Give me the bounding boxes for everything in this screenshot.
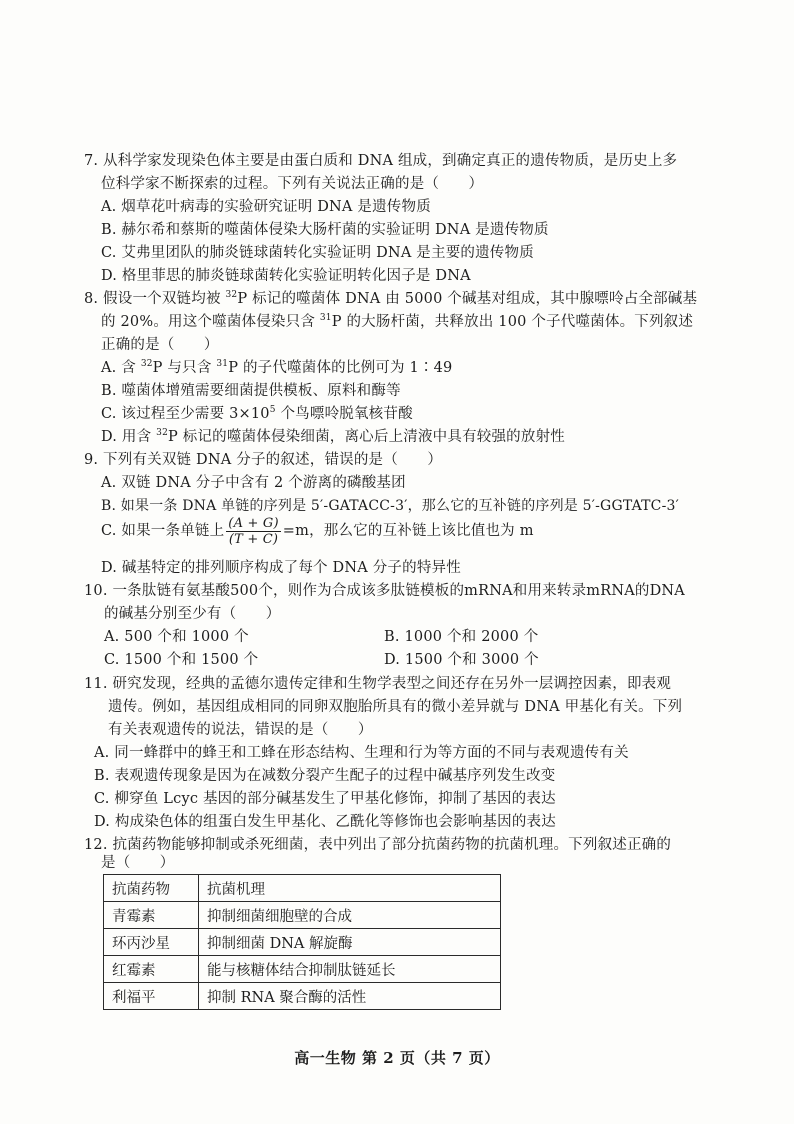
q9-fraction: $\frac{(A + G)}{(T + C)}$ xyxy=(228,515,279,547)
table-header-row xyxy=(104,875,501,902)
q7-option-d: D. 格里菲思的肺炎链球菌转化实验证明转化因子是 DNA xyxy=(101,268,471,284)
q9-stem: 9. 下列有关双链 DNA 分子的叙述，错误的是（ ） xyxy=(84,452,443,468)
q10-option-c: C. 1500 个和 1500 个 xyxy=(104,652,259,668)
q8-stem-line-3: 正确的是（ ） xyxy=(101,337,219,353)
q7-stem-line-1: 7. 从科学家发现染色体主要是由蛋白质和 DNA 组成，到确定真正的遗传物质，是历史上多 xyxy=(84,153,678,169)
q7-stem-line-2: 位科学家不断探索的过程。下列有关说法正确的是（ ） xyxy=(101,176,484,192)
q8-option-c: C. 该过程至少需要 $3\times 10^5$ 个鸟嘌呤脱氧核苷酸 xyxy=(101,405,413,422)
q11-option-b: B. 表观遗传现象是因为在减数分裂产生配子的过程中碱基序列发生改变 xyxy=(94,768,556,784)
q8-stem-line-1: 8. 假设一个双链均被 $^{32}$P 标记的噬菌体 DNA 由 5000 个碱基对组成，其中腺嘌呤占全部碱基 xyxy=(84,290,698,307)
q8-option-a: A. 含 $^{32}$P 与只含 $^{31}$P 的子代噬菌体的比例可为 1∶49 xyxy=(101,359,453,376)
q9-option-d: D. 碱基特定的排列顺序构成了每个 DNA 分子的特异性 xyxy=(101,560,461,576)
table-row xyxy=(104,902,501,929)
drug-name-cell: 环丙沙星 xyxy=(104,929,199,956)
q10-option-b: B. 1000 个和 2000 个 xyxy=(384,629,539,645)
q9-option-c: C. 如果一条单链上 $\frac{(A + G)}{(T + C)}$ =m，那么它的互补链上该比值也为 m xyxy=(101,515,534,547)
table-header-cell: 抗菌药物 xyxy=(104,875,199,902)
q7-option-b: B. 赫尔希和蔡斯的噬菌体侵染大肠杆菌的实验证明 DNA 是遗传物质 xyxy=(101,222,549,238)
mechanism-cell: 能与核糖体结合抑制肽链延长 xyxy=(199,956,501,983)
table-row xyxy=(104,956,501,983)
q10-option-a: A. 500 个和 1000 个 xyxy=(104,629,249,645)
drug-name-cell: 红霉素 xyxy=(104,956,199,983)
q9-option-b: B. 如果一条 DNA 单链的序列是 5′-GATACC-3′，那么它的互补链的序列是 5′-GGTATC-3′ xyxy=(101,498,680,514)
q12-stem-line-2: 是（ ） xyxy=(101,855,175,871)
q8-option-b: B. 噬菌体增殖需要细菌提供模板、原料和酶等 xyxy=(101,383,401,399)
mechanism-cell: 抑制 RNA 聚合酶的活性 xyxy=(199,983,501,1010)
antibacterial-table xyxy=(103,874,501,1010)
page-footer: 高一生物 第 2 页（共 7 页） xyxy=(294,1049,500,1067)
q11-option-c: C. 柳穿鱼 Lcyc 基因的部分碱基发生了甲基化修饰，抑制了基因的表达 xyxy=(94,791,556,807)
q11-stem-line-3: 有关表观遗传的说法，错误的是（ ） xyxy=(108,722,373,738)
q8-stem-line-2: 的 20%。用这个噬菌体侵染只含 $^{31}$P 的大肠杆菌，共释放出 100 个子代噬菌体。下列叙述 xyxy=(101,313,694,330)
drug-name-cell: 利福平 xyxy=(104,983,199,1010)
q7-option-c: C. 艾弗里团队的肺炎链球菌转化实验证明 DNA 是主要的遗传物质 xyxy=(101,245,534,261)
q10-stem-line-2: 的碱基分别至少有（ ） xyxy=(104,606,281,622)
q11-option-d: D. 构成染色体的组蛋白发生甲基化、乙酰化等修饰也会影响基因的表达 xyxy=(94,814,556,830)
table-row xyxy=(104,983,501,1010)
q10-stem-line-1: 10. 一条肽链有氨基酸500个，则作为合成该多肽链模板的mRNA和用来转录mRNA的DNA xyxy=(84,583,685,599)
q9-option-a: A. 双链 DNA 分子中含有 2 个游离的磷酸基团 xyxy=(101,475,406,491)
table-header-cell: 抗菌机理 xyxy=(199,875,501,902)
q11-stem-line-2: 遗传。例如，基因组成相同的同卵双胞胎所具有的微小差异就与 DNA 甲基化有关。下列 xyxy=(108,699,683,715)
q11-stem-line-1: 11. 研究发现，经典的孟德尔遗传定律和生物学表型之间还存在另外一层调控因素，即表观 xyxy=(84,676,672,692)
drug-name-cell: 青霉素 xyxy=(104,902,199,929)
q12-stem-line-1: 12. 抗菌药物能够抑制或杀死细菌，表中列出了部分抗菌药物的抗菌机理。下列叙述正确的 xyxy=(84,837,672,853)
mechanism-cell: 抑制细菌 DNA 解旋酶 xyxy=(199,929,501,956)
table-row xyxy=(104,929,501,956)
q8-option-d: D. 用含 $^{32}$P 标记的噬菌体侵染细菌，离心后上清液中具有较强的放射性 xyxy=(101,428,565,445)
q11-option-a: A. 同一蜂群中的蜂王和工蜂在形态结构、生理和行为等方面的不同与表观遗传有关 xyxy=(94,745,629,761)
q10-option-d: D. 1500 个和 3000 个 xyxy=(384,652,539,668)
mechanism-cell: 抑制细菌细胞壁的合成 xyxy=(199,902,501,929)
q7-option-a: A. 烟草花叶病毒的实验研究证明 DNA 是遗传物质 xyxy=(101,199,431,215)
